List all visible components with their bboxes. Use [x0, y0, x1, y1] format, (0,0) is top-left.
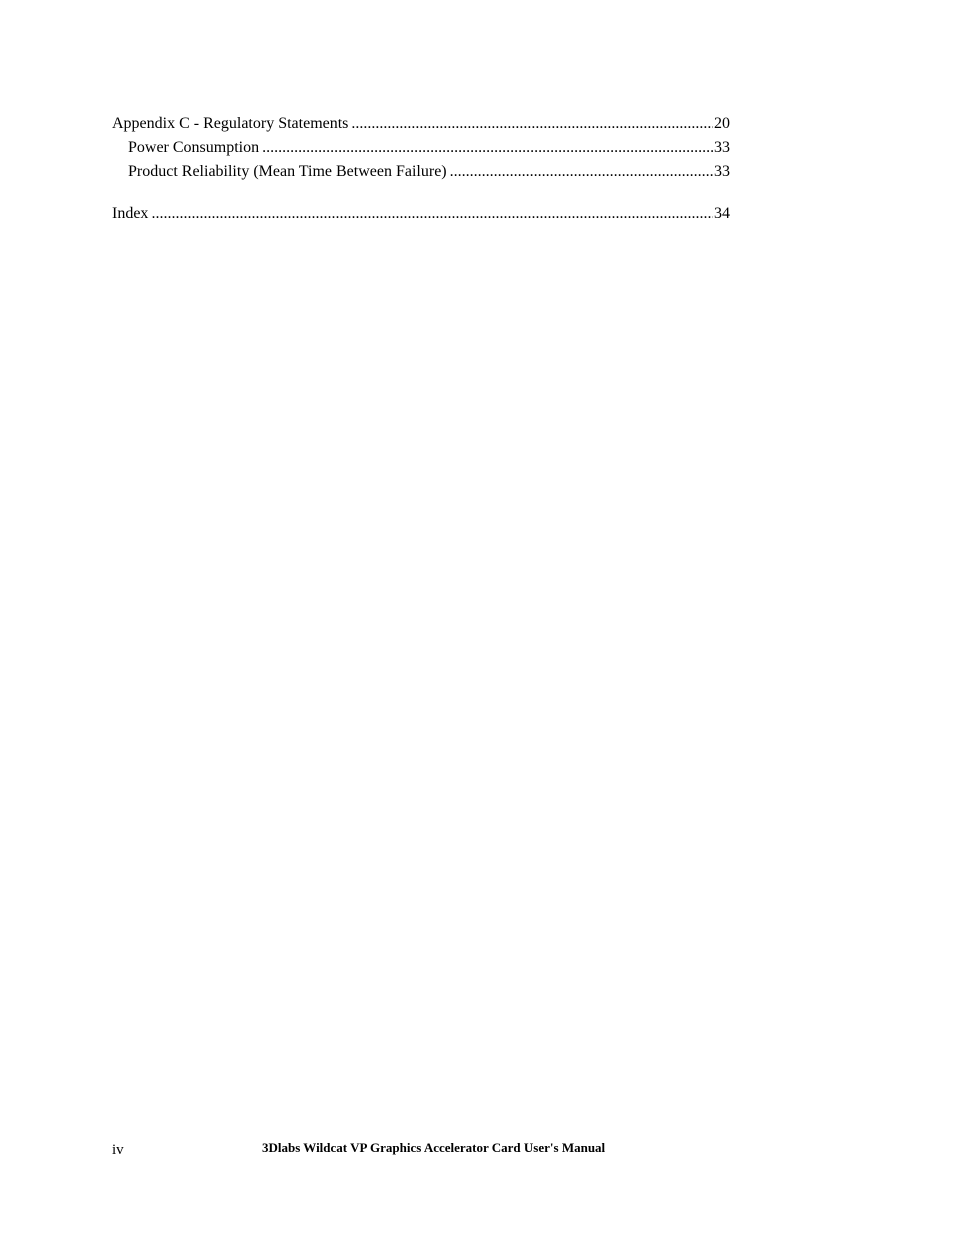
toc-entry-product-reliability[interactable]	[112, 160, 730, 184]
toc-entry-power-consumption[interactable]	[112, 136, 730, 160]
toc-dot-leader	[262, 136, 713, 160]
toc-entry-title: Product Reliability (Mean Time Between Failure)	[128, 163, 447, 180]
toc-entry-page: 20	[714, 115, 730, 132]
footer-page-number: iv	[112, 1142, 124, 1158]
toc-entry-page: 33	[714, 163, 730, 180]
toc-dot-leader	[151, 202, 713, 226]
table-of-contents	[112, 112, 730, 226]
toc-entry-title: Appendix C - Regulatory Statements	[112, 115, 349, 132]
toc-entry-title: Index	[112, 205, 149, 222]
footer-document-title: 3Dlabs Wildcat VP Graphics Accelerator Card User's Manual	[262, 1140, 606, 1155]
toc-dot-leader	[351, 112, 713, 136]
toc-entry-appendix-c[interactable]	[112, 112, 730, 136]
toc-dot-leader	[450, 160, 713, 184]
toc-entry-page: 34	[714, 205, 730, 222]
toc-entry-page: 33	[714, 139, 730, 156]
toc-entry-index[interactable]	[112, 202, 730, 226]
toc-entry-title: Power Consumption	[128, 139, 260, 156]
